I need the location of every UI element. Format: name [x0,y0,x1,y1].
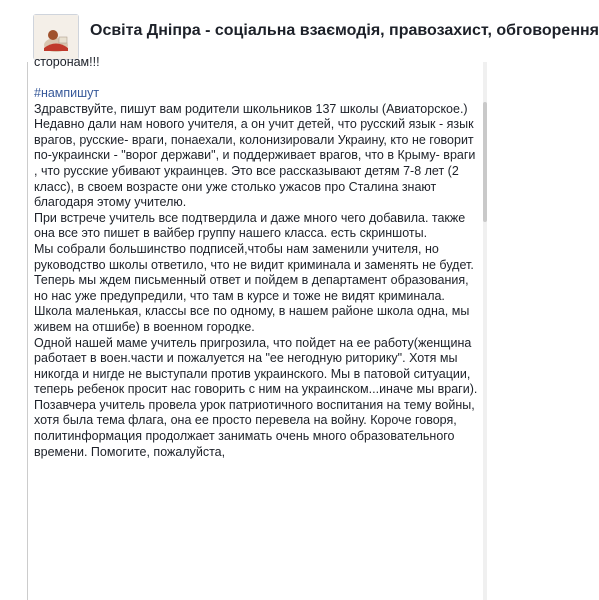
post-paragraph-5: Позавчера учитель провела урок патриотичного воспитания на тему войны, хотя была тема флага, она ее просто перевела на войну. Короче говоря, политинформация продолжает занимать очень много образовательного времени. Помогите, пожалуйста, [34,397,475,459]
post-paragraph-1: Здравствуйте, пишут вам родители школьников 137 школы (Авиаторское.) Недавно дали нам нового учителя, а он учит детей, что русский язык - язык врагов, русские- враги, понаехали, колонизировали Украину, кто не говорит по-украински - "ворог держави", и поддерживает врагов, что в Крыму- враги , что русские убивают украинцев. Это все рассказывают детям 7-8 лет (2 класс), в своем возрасте они уже столько ужасов про Сталина знают благодаря этому учителю. [34,101,476,210]
vertical-scrollbar[interactable] [483,62,487,600]
post-body [27,55,487,600]
scrollbar-thumb[interactable] [483,102,487,222]
clipped-previous-line: сторонам!!! [34,55,100,69]
post-paragraph-4: Одной нашей маме учитель пригрозила, что пойдет на ее работу(женщина работает в воен.части и пожалуется на "ее негодную риторику". Хотя мы никогда и нигде не выступали против украинского. Мы в патовой ситуации, теперь ребенок просит нас говорить с ним на украинском...иначе мы враги). [34,335,478,397]
avatar-image-icon [34,15,78,59]
post-text [34,86,480,460]
page-name-link[interactable]: Освіта Дніпра - соціальна взаємодія, правозахист, обговорення [90,22,599,39]
page-avatar[interactable] [33,14,79,60]
post-header [0,0,599,62]
hashtag-link[interactable]: #нампишут [34,86,100,100]
post-paragraph-3: Мы собрали большинство подписей,чтобы нам заменили учителя, но руководство школы ответило, что не видит криминала и заменять не будет. Теперь мы ждем письменный ответ и пойдем в департамент образования, но нас уже предупредили, что там в курсе и тоже не видят криминала. Школа маленькая, классы все по одному, в нашем районе школа одна, мы живем на отшибе) в военном городке. [34,241,474,334]
post-paragraph-2: При встрече учитель все подтвердила и даже много чего добавила. также она все это пишет в вайбер группу нашего класса. есть скриншоты. [34,210,466,241]
